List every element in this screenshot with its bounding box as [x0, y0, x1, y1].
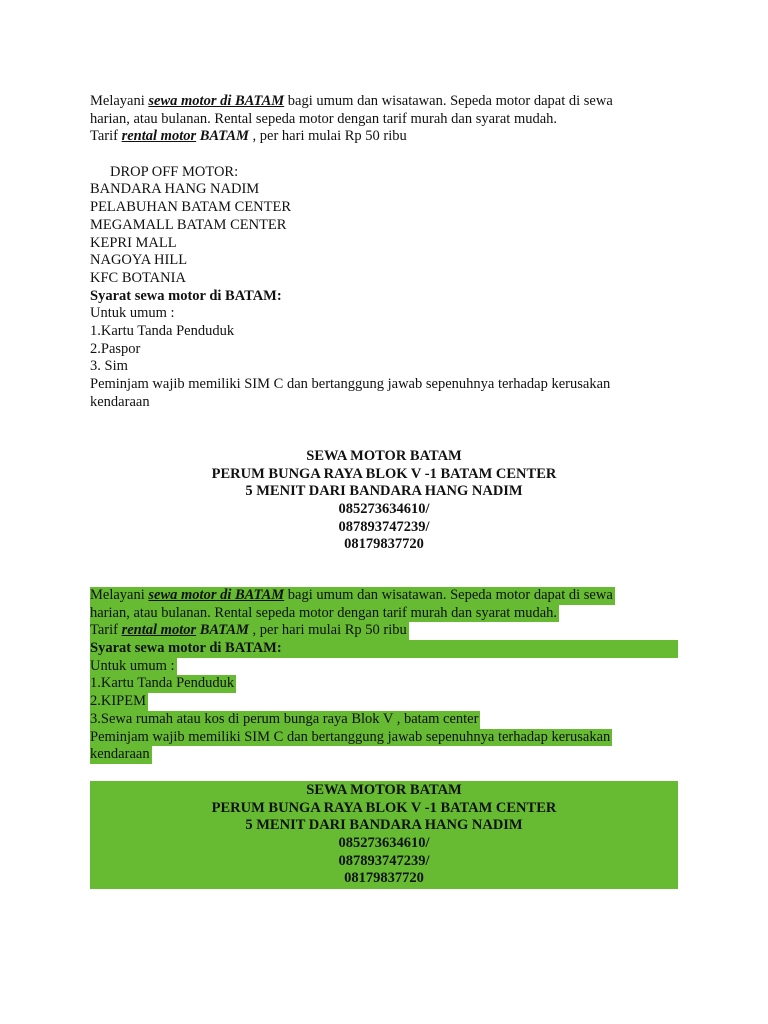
note-line-2: kendaraan	[90, 393, 150, 410]
contact-block-2	[90, 781, 678, 889]
intro-line-1	[90, 587, 678, 605]
phone-number: 085273634610/	[338, 501, 430, 518]
business-address: PERUM BUNGA RAYA BLOK V -1 BATAM CENTER	[211, 799, 557, 816]
tarif-price: , per hari mulai Rp 50 ribu	[248, 128, 407, 145]
intro-text: Melayani	[90, 587, 149, 603]
sewa-motor-link[interactable]: sewa motor di BATAM	[148, 587, 285, 603]
tarif-batam: BATAM	[199, 128, 249, 145]
requirement-item: 2.Paspor	[90, 340, 141, 357]
dropoff-item: MEGAMALL BATAM CENTER	[90, 216, 287, 233]
syarat-title: Syarat sewa motor di BATAM:	[90, 287, 282, 304]
syarat-title: Syarat sewa motor di BATAM:	[90, 640, 678, 658]
business-address: PERUM BUNGA RAYA BLOK V -1 BATAM CENTER	[211, 465, 557, 482]
intro-line-2: harian, atau bulanan. Rental sepeda motor dengan tarif murah dan syarat mudah.	[90, 110, 558, 127]
dropoff-item: PELABUHAN BATAM CENTER	[90, 199, 292, 216]
business-distance: 5 MENIT DARI BANDARA HANG NADIM	[245, 817, 523, 834]
tarif-line	[90, 128, 678, 146]
note-line-1: Peminjam wajib memiliki SIM C dan bertanggung jawab sepenuhnya terhadap kerusakan	[90, 376, 611, 392]
requirement-item: 2.KIPEM	[90, 693, 146, 710]
intro-line-1	[90, 93, 678, 111]
tarif-label: Tarif	[90, 622, 122, 639]
tarif-batam: BATAM	[199, 622, 249, 639]
note-line-1: Peminjam wajib memiliki SIM C dan bertanggung jawab sepenuhnya terhadap kerusakan	[90, 728, 611, 745]
section-1	[90, 93, 678, 411]
business-distance: 5 MENIT DARI BANDARA HANG NADIM	[245, 483, 523, 500]
phone-number: 085273634610/	[338, 835, 430, 852]
tarif-price: , per hari mulai Rp 50 ribu	[248, 622, 407, 639]
intro-text: Melayani	[90, 93, 149, 109]
phone-number: 087893747239/	[338, 852, 430, 869]
requirement-item: 3. Sim	[90, 358, 128, 375]
intro-text-cont: bagi umum dan wisatawan. Sepeda motor dapat di sewa	[284, 93, 613, 109]
rental-motor-link[interactable]: rental motor	[121, 128, 197, 145]
dropoff-item: KFC BOTANIA	[90, 269, 186, 286]
dropoff-item: BANDARA HANG NADIM	[90, 181, 260, 198]
requirement-item: 1.Kartu Tanda Penduduk	[90, 675, 235, 692]
contact-block-1	[90, 448, 678, 554]
section-2	[90, 587, 678, 764]
tarif-line	[90, 622, 678, 640]
note-line-2: kendaraan	[90, 746, 150, 763]
phone-number: 08179837720	[344, 536, 424, 553]
dropoff-item: KEPRI MALL	[90, 234, 177, 251]
phone-number: 087893747239/	[338, 518, 430, 535]
dropoff-item: NAGOYA HILL	[90, 252, 188, 269]
requirement-item: 3.Sewa rumah atau kos di perum bunga raya Blok V , batam center	[90, 710, 479, 727]
requirement-item: 1.Kartu Tanda Penduduk	[90, 322, 235, 339]
intro-line-2: harian, atau bulanan. Rental sepeda motor dengan tarif murah dan syarat mudah.	[90, 604, 558, 621]
sewa-motor-link[interactable]: sewa motor di BATAM	[148, 93, 285, 109]
untuk-umum: Untuk umum :	[90, 305, 175, 322]
intro-text-cont: bagi umum dan wisatawan. Sepeda motor dapat di sewa	[284, 587, 613, 603]
business-name: SEWA MOTOR BATAM	[306, 448, 462, 464]
rental-motor-link[interactable]: rental motor	[121, 622, 197, 639]
business-name: SEWA MOTOR BATAM	[306, 782, 462, 798]
phone-number: 08179837720	[344, 870, 424, 887]
untuk-umum: Untuk umum :	[90, 657, 175, 674]
tarif-label: Tarif	[90, 128, 122, 145]
dropoff-title: DROP OFF MOTOR:	[110, 163, 239, 180]
